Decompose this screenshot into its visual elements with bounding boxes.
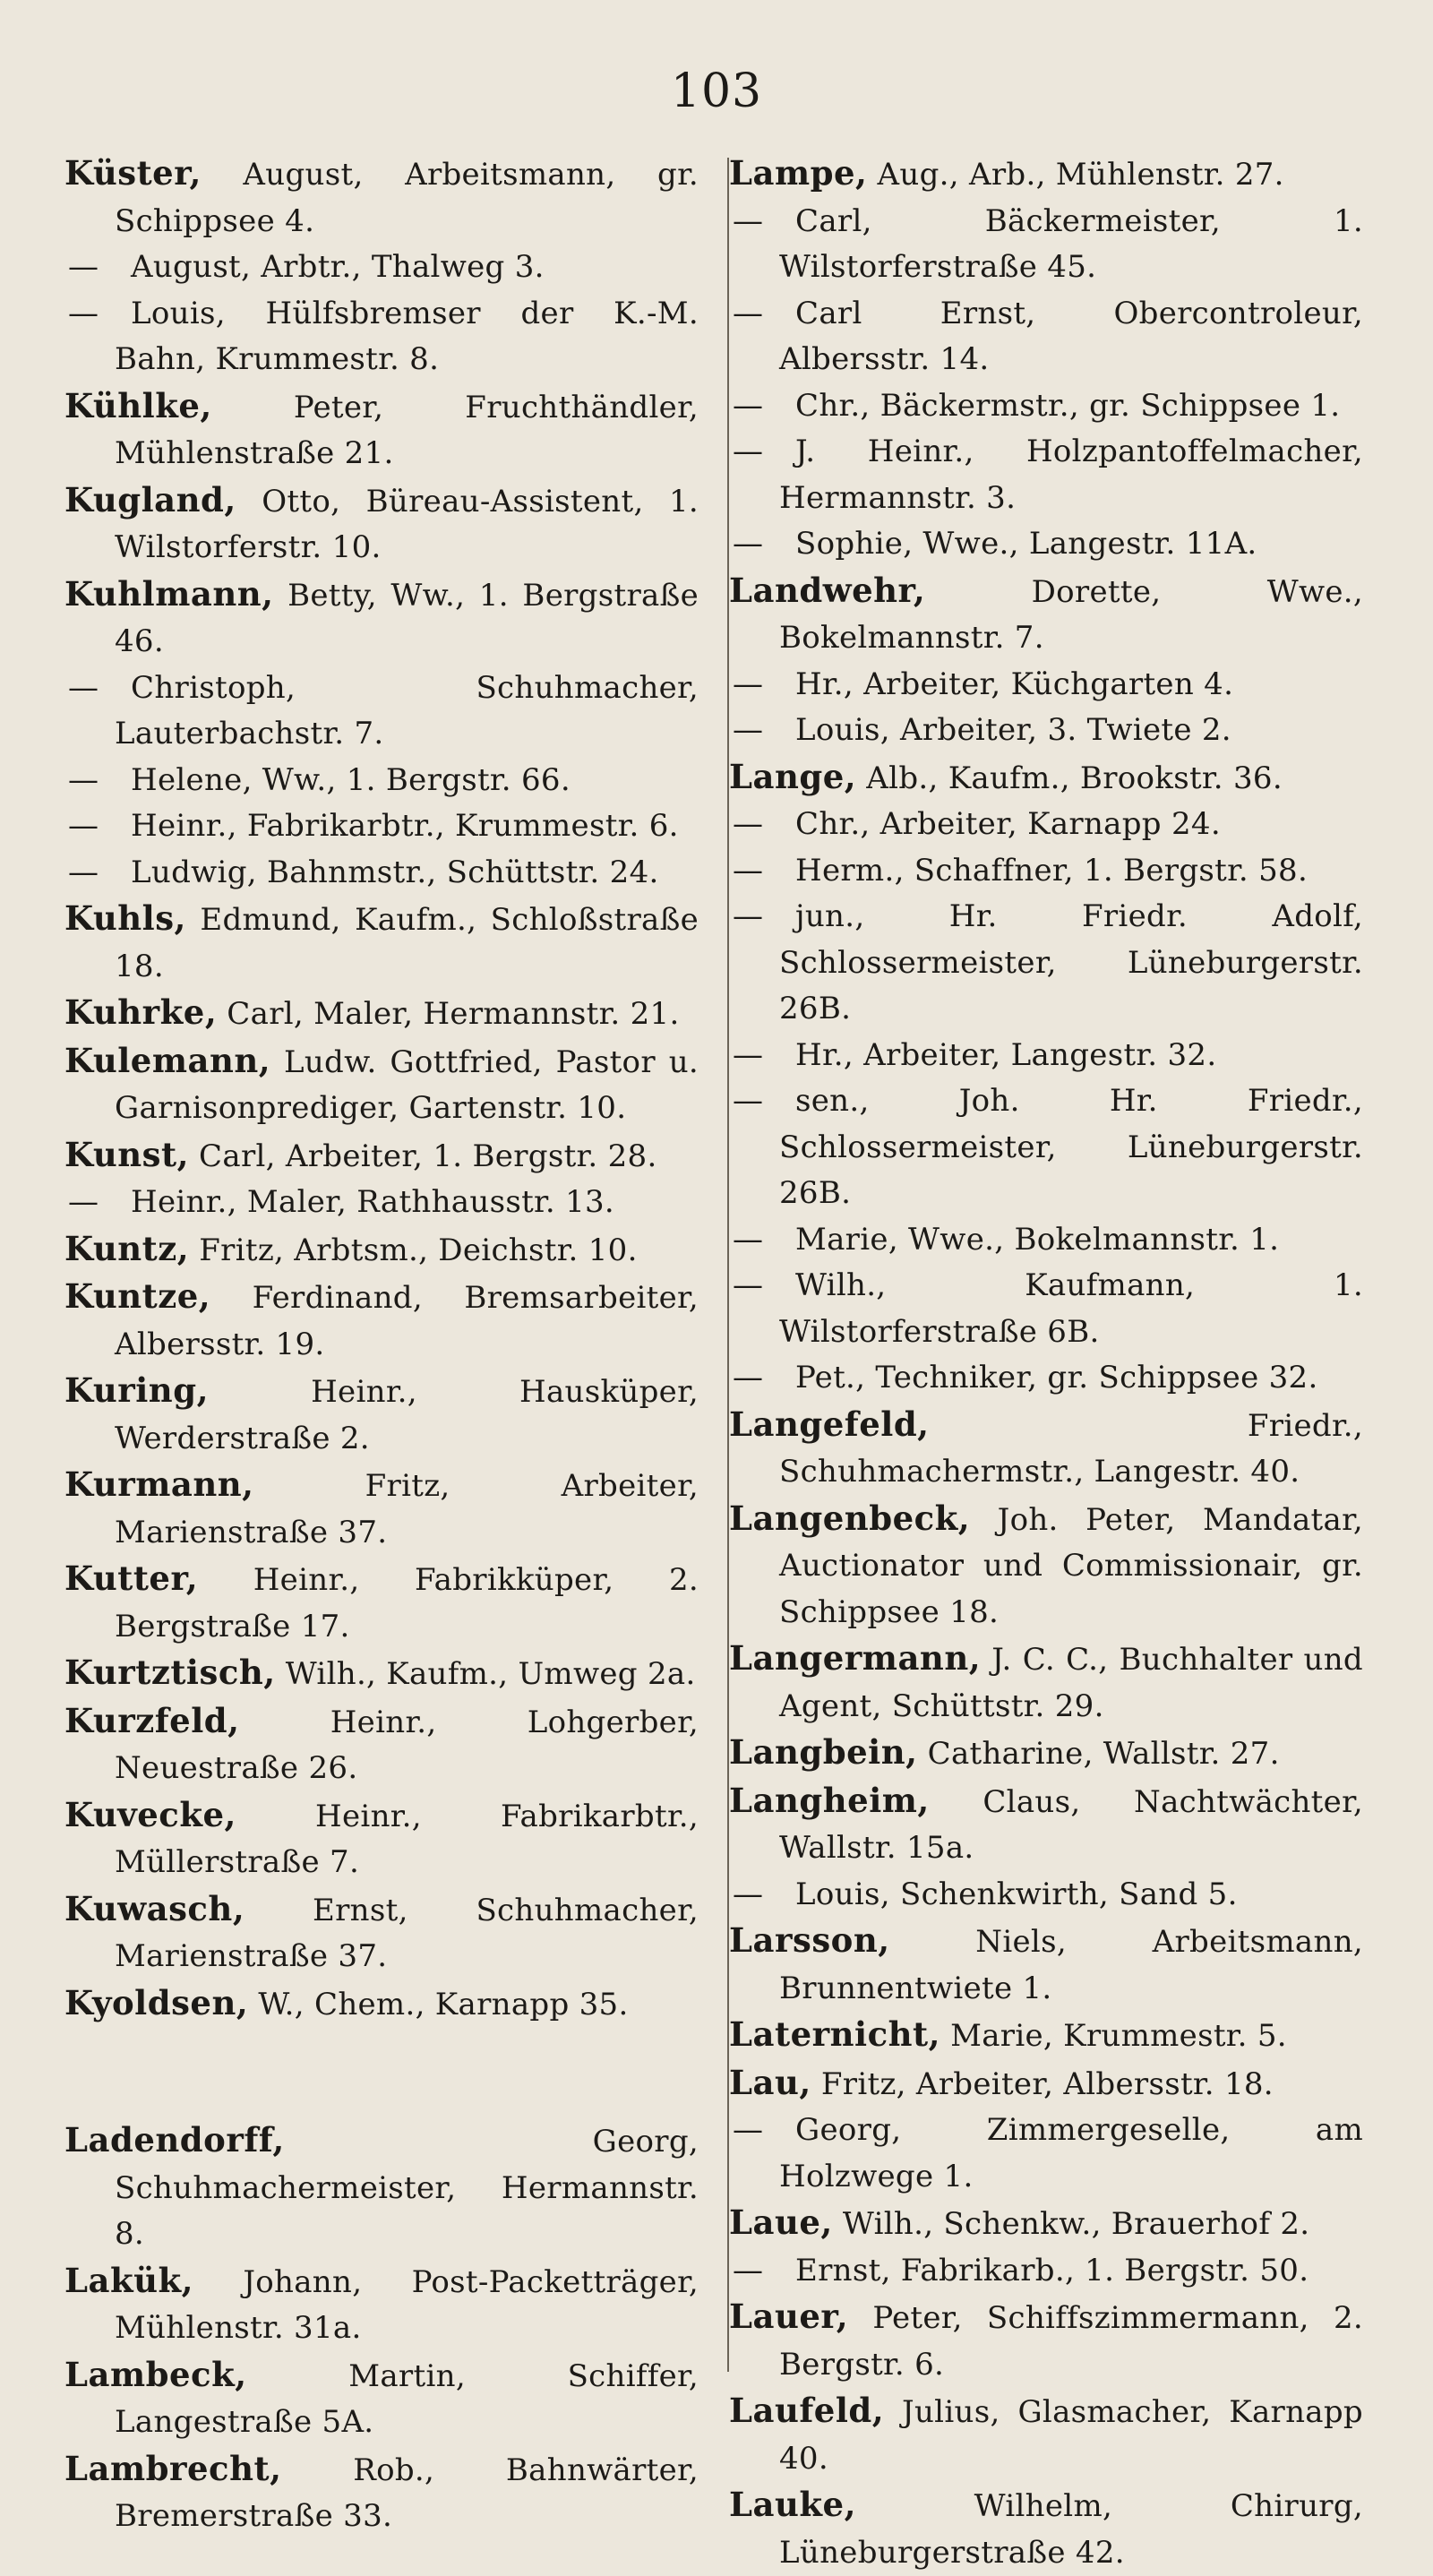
surname: Kugland, — [64, 479, 236, 519]
entry-details: Fritz, Arbeiter, Albersstr. 18. — [811, 2065, 1274, 2102]
surname: Lange, — [729, 756, 857, 796]
entry-details: jun., Hr. Friedr. Adolf, Schlossermeister, Lüneburgerstr. 26B. — [779, 898, 1363, 1026]
entry-details: Louis, Hülfsbremser der K.-M. Bahn, Krummestr. 8. — [115, 295, 699, 377]
ditto-dash: — — [733, 852, 764, 889]
surname: Langbein, — [729, 1732, 918, 1772]
ditto-dash: — — [68, 249, 99, 285]
entry-details: Carl Ernst, Obercontroleur, Albersstr. 14. — [779, 295, 1363, 377]
entry-details: Edmund, Kaufm., Schloßstraße 18. — [115, 902, 699, 984]
entry-details: Heinr., Fabrikarbtr., Müllerstraße 7. — [115, 1798, 699, 1880]
directory-entry — [729, 2388, 1363, 2482]
surname: Langenbeck, — [729, 1498, 971, 1538]
entry-details: Wilh., Schenkw., Brauerhof 2. — [832, 2206, 1310, 2242]
directory-subentry — [729, 662, 1363, 708]
directory-subentry — [729, 1872, 1363, 1919]
entry-details: Ernst, Fabrikarb., 1. Bergstr. 50. — [795, 2252, 1309, 2288]
ditto-dash: — — [733, 712, 764, 748]
entry-details: Wilh., Kaufm., Umweg 2a. — [275, 1656, 696, 1692]
directory-entry — [729, 2060, 1363, 2108]
directory-subentry — [729, 1078, 1363, 1217]
directory-subentry — [729, 1263, 1363, 1355]
directory-subentry — [729, 802, 1363, 848]
surname: Kuvecke, — [64, 1794, 236, 1834]
directory-entry — [64, 2117, 699, 2258]
directory-entry — [64, 1462, 699, 1556]
entry-details: Otto, Büreau-Assistent, 1. Wilstorferstr. 10. — [115, 483, 699, 565]
entry-details: Louis, Schenkwirth, Sand 5. — [795, 1876, 1238, 1912]
entry-details: Niels, Arbeitsmann, Brunnentwiete 1. — [779, 1924, 1363, 2006]
ditto-dash: — — [733, 434, 764, 469]
ditto-dash: — — [733, 1876, 764, 1912]
surname: Lakük, — [64, 2260, 194, 2300]
entry-details: Georg, Schuhmachermeister, Hermannstr. 8. — [115, 2124, 699, 2252]
surname: Lauer, — [729, 2297, 849, 2336]
directory-entry — [64, 1886, 699, 1980]
surname: Laufeld, — [729, 2391, 885, 2430]
entry-details: Marie, Krummestr. 5. — [940, 2018, 1287, 2054]
surname: Langermann, — [729, 1638, 982, 1678]
right-column — [729, 150, 1363, 2576]
entry-details: Betty, Ww., 1. Bergstraße 46. — [115, 577, 699, 659]
entry-details: Herm., Schaffner, 1. Bergstr. 58. — [795, 852, 1309, 889]
ditto-dash: — — [68, 808, 99, 844]
ditto-dash: — — [733, 665, 764, 702]
entry-details: Carl, Maler, Hermannstr. 21. — [217, 996, 680, 1032]
directory-entry — [64, 896, 699, 990]
directory-entry — [64, 383, 699, 477]
directory-subentry — [729, 2248, 1363, 2295]
surname: Lau, — [729, 2062, 811, 2102]
directory-subentry — [64, 1180, 699, 1226]
directory-entry — [729, 1402, 1363, 1496]
entry-details: Julius, Glasmacher, Karnapp 40. — [779, 2394, 1363, 2477]
entry-details: Fritz, Arbtsm., Deichstr. 10. — [189, 1232, 638, 1268]
surname: Küster, — [64, 153, 202, 193]
surname: Ladendorff, — [64, 2120, 285, 2160]
directory-subentry — [729, 291, 1363, 383]
directory-columns — [64, 150, 1363, 2576]
entry-details: Carl, Bäckermeister, 1. Wilstorferstraße 45. — [779, 202, 1363, 285]
entry-details: Christoph, Schuhmacher, Lauterbachstr. 7. — [115, 669, 699, 751]
directory-entry — [64, 1274, 699, 1368]
entry-details: Hr., Arbeiter, Küchgarten 4. — [795, 665, 1234, 702]
directory-entry — [729, 568, 1363, 662]
entry-details: Claus, Nachtwächter, Wallstr. 15a. — [779, 1783, 1363, 1866]
directory-subentry — [729, 1033, 1363, 1079]
surname: Lambeck, — [64, 2354, 247, 2394]
directory-entry — [64, 1650, 699, 1698]
surname: Kunst, — [64, 1134, 189, 1174]
directory-subentry — [64, 291, 699, 383]
directory-entry — [729, 1636, 1363, 1730]
entry-details: Georg, Zimmergeselle, am Holzwege 1. — [779, 2112, 1363, 2194]
directory-subentry — [64, 850, 699, 897]
ditto-dash: — — [733, 2112, 764, 2148]
entry-details: Aug., Arb., Mühlenstr. 27. — [867, 157, 1284, 193]
entry-details: Alb., Kaufm., Brookstr. 36. — [856, 760, 1283, 796]
directory-entry — [64, 150, 699, 245]
entry-details: Heinr., Lohgerber, Neuestraße 26. — [115, 1704, 699, 1786]
directory-entry — [64, 1556, 699, 1650]
directory-subentry — [64, 803, 699, 850]
directory-entry — [64, 1132, 699, 1181]
entry-details: Rob., Bahnwärter, Bremerstraße 33. — [115, 2451, 699, 2534]
directory-subentry — [729, 2108, 1363, 2200]
directory-subentry — [64, 245, 699, 291]
directory-subentry — [729, 1217, 1363, 1264]
entry-details: Friedr., Schuhmachermstr., Langestr. 40. — [779, 1407, 1363, 1490]
directory-subentry — [64, 665, 699, 758]
directory-entry — [64, 1226, 699, 1275]
entry-details: Heinr., Hausküper, Werderstraße 2. — [115, 1374, 699, 1456]
entry-details: Helene, Ww., 1. Bergstr. 66. — [131, 761, 571, 798]
ditto-dash: — — [733, 295, 764, 331]
directory-subentry — [64, 758, 699, 804]
surname: Lampe, — [729, 153, 868, 193]
directory-entry — [64, 1980, 699, 2029]
directory-entry — [64, 477, 699, 571]
directory-entry — [64, 571, 699, 665]
entry-details: J. Heinr., Holzpantoffelmacher, Hermannstr. 3. — [779, 434, 1363, 516]
left-column — [64, 150, 699, 2576]
surname: Kuwasch, — [64, 1888, 245, 1928]
surname: Kuhrke, — [64, 992, 218, 1032]
surname: Kuhls, — [64, 898, 186, 938]
entry-details: Marie, Wwe., Bokelmannstr. 1. — [795, 1221, 1280, 1258]
directory-entry — [729, 2200, 1363, 2248]
entry-details: Sophie, Wwe., Langestr. 11A. — [795, 526, 1257, 562]
directory-subentry — [729, 383, 1363, 430]
directory-entry — [729, 1496, 1363, 1636]
entry-details: Peter, Fruchthändler, Mühlenstraße 21. — [115, 389, 699, 471]
surname: Lauke, — [729, 2485, 856, 2524]
entry-details: Chr., Bäckermstr., gr. Schippsee 1. — [795, 387, 1341, 424]
ditto-dash: — — [733, 1360, 764, 1395]
directory-entry — [729, 2294, 1363, 2388]
directory-subentry — [729, 199, 1363, 291]
entry-details: August, Arbeitsmann, gr. Schippsee 4. — [115, 157, 699, 239]
surname: Langheim, — [729, 1780, 930, 1820]
ditto-dash: — — [733, 1036, 764, 1073]
entry-details: Chr., Arbeiter, Karnapp 24. — [795, 806, 1221, 842]
entry-details: Johann, Post-Packetträger, Mühlenstr. 31a. — [115, 2263, 699, 2346]
directory-subentry — [729, 429, 1363, 521]
surname: Kuntz, — [64, 1228, 190, 1268]
entry-details: Heinr., Maler, Rathhausstr. 13. — [131, 1184, 615, 1220]
entry-details: Ernst, Schuhmacher, Marienstraße 37. — [115, 1892, 699, 1974]
entry-details: Louis, Arbeiter, 3. Twiete 2. — [795, 712, 1231, 748]
directory-subentry — [729, 1355, 1363, 1402]
surname: Landwehr, — [729, 570, 926, 610]
surname: Kuring, — [64, 1370, 209, 1410]
directory-entry — [729, 1730, 1363, 1778]
directory-subentry — [729, 848, 1363, 895]
surname: Langefeld, — [729, 1404, 930, 1444]
entry-details: August, Arbtr., Thalweg 3. — [131, 249, 545, 285]
surname: Kurzfeld, — [64, 1700, 240, 1740]
directory-entry — [64, 2258, 699, 2352]
ditto-dash: — — [733, 806, 764, 842]
directory-entry — [64, 990, 699, 1038]
ditto-dash: — — [68, 761, 99, 798]
directory-entry — [729, 2012, 1363, 2060]
section-gap — [64, 2028, 699, 2117]
entry-details: Ferdinand, Bremsarbeiter, Albersstr. 19. — [115, 1280, 699, 1362]
entry-details: Fritz, Arbeiter, Marienstraße 37. — [115, 1468, 699, 1550]
entry-details: Wilhelm, Chirurg, Lüneburgerstraße 42. — [779, 2488, 1363, 2571]
directory-subentry — [729, 708, 1363, 754]
entry-details: Ludwig, Bahnmstr., Schüttstr. 24. — [131, 854, 659, 890]
surname: Larsson, — [729, 1920, 890, 1960]
entry-details: Heinr., Fabrikarbtr., Krummestr. 6. — [131, 808, 679, 844]
ditto-dash: — — [733, 898, 764, 934]
entry-details: Dorette, Wwe., Bokelmannstr. 7. — [779, 573, 1363, 656]
surname: Kurmann, — [64, 1464, 254, 1504]
directory-entry — [729, 754, 1363, 803]
surname: Kutter, — [64, 1558, 199, 1598]
entry-details: Pet., Techniker, gr. Schippsee 32. — [795, 1360, 1318, 1395]
directory-entry — [64, 1038, 699, 1132]
ditto-dash: — — [733, 2252, 764, 2288]
surname: Kulemann, — [64, 1040, 271, 1080]
entry-details: J. C. C., Buchhalter und Agent, Schüttstr. 29. — [779, 1642, 1363, 1724]
entry-details: Hr., Arbeiter, Langestr. 32. — [795, 1036, 1217, 1073]
ditto-dash: — — [733, 1267, 764, 1303]
ditto-dash: — — [733, 1221, 764, 1258]
entry-details: Catharine, Wallstr. 27. — [917, 1736, 1280, 1772]
ditto-dash: — — [68, 295, 99, 331]
surname: Kuntze, — [64, 1276, 211, 1316]
surname: Laue, — [729, 2202, 833, 2242]
entry-details: W., Chem., Karnapp 35. — [248, 1986, 629, 2022]
directory-entry — [729, 1918, 1363, 2012]
directory-entry — [64, 1792, 699, 1886]
entry-details: Peter, Schiffszimmermann, 2. Bergstr. 6. — [779, 2300, 1363, 2383]
ditto-dash: — — [733, 202, 764, 239]
surname: Lambrecht, — [64, 2448, 282, 2488]
ditto-dash: — — [68, 669, 99, 706]
ditto-dash: — — [733, 1083, 764, 1119]
entry-details: Ludw. Gottfried, Pastor u. Garnisonprediger, Gartenstr. 10. — [115, 1043, 699, 1126]
ditto-dash: — — [68, 1184, 99, 1220]
surname: Kühlke, — [64, 385, 212, 425]
page-number: 103 — [670, 64, 763, 118]
directory-entry — [64, 2352, 699, 2446]
entry-details: Joh. Peter, Mandatar, Auctionator und Commissionair, gr. Schippsee 18. — [779, 1501, 1363, 1630]
directory-entry — [64, 2446, 699, 2540]
surname: Kyoldsen, — [64, 1982, 249, 2022]
entry-details: Heinr., Fabrikküper, 2. Bergstraße 17. — [115, 1562, 699, 1644]
directory-subentry — [729, 894, 1363, 1033]
surname: Kuhlmann, — [64, 573, 274, 614]
entry-details: sen., Joh. Hr. Friedr., Schlossermeister, Lüneburgerstr. 26B. — [779, 1083, 1363, 1211]
directory-entry — [729, 1778, 1363, 1872]
surname: Kurtztisch, — [64, 1653, 276, 1692]
ditto-dash: — — [733, 387, 764, 424]
entry-details: Carl, Arbeiter, 1. Bergstr. 28. — [188, 1138, 657, 1174]
entry-details: Wilh., Kaufmann, 1. Wilstorferstraße 6B. — [779, 1267, 1363, 1350]
surname: Laternicht, — [729, 2014, 940, 2054]
directory-entry — [64, 1368, 699, 1462]
entry-details: Martin, Schiffer, Langestraße 5A. — [115, 2357, 699, 2440]
ditto-dash: — — [733, 526, 764, 562]
ditto-dash: — — [68, 854, 99, 890]
directory-entry — [64, 1698, 699, 1792]
directory-entry — [729, 2482, 1363, 2576]
directory-subentry — [729, 521, 1363, 568]
directory-entry — [729, 150, 1363, 199]
